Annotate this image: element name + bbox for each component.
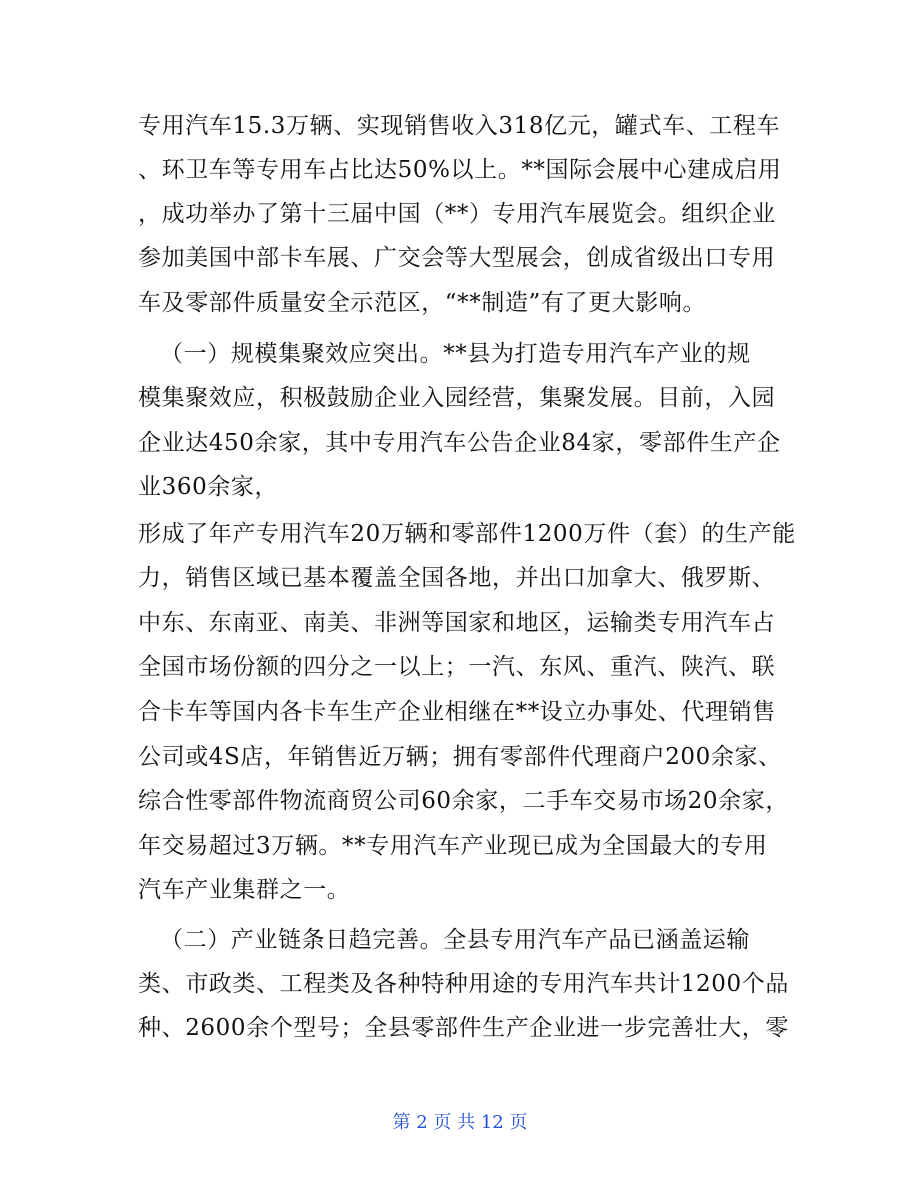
text-line-14: 合卡车等国内各卡车生产企业相继在**设立办事处、代理销售 xyxy=(138,699,776,725)
text-line-20: 类、市政类、工程类及各种特种用途的专用汽车共计1200个品 xyxy=(138,971,789,997)
paragraph-1-heading-line: （一）规模集聚效应突出。**县为打造专用汽车产业的规 xyxy=(160,341,751,367)
text-line-10: 形成了年产专用汽车20万辆和零部件1200万件（套）的生产能 xyxy=(138,521,796,547)
text-line-5: 车及零部件质量安全示范区，“**制造”有了更大影响。 xyxy=(138,290,707,316)
text-line-12: 中东、东南亚、南美、非洲等国家和地区，运输类专用汽车占 xyxy=(138,610,776,636)
text-line-8: 企业达450余家，其中专用汽车公告企业84家，零部件生产企 xyxy=(138,430,781,456)
text-line-18: 汽车产业集群之一。 xyxy=(138,877,351,903)
text-line-17: 年交易超过3万辆。**专用汽车产业现已成为全国最大的专用 xyxy=(138,833,768,859)
text-line-2: 、环卫车等专用车占比达50%以上。**国际会展中心建成启用 xyxy=(138,157,782,183)
text-line-4: 参加美国中部卡车展、广交会等大型展会，创成省级出口专用 xyxy=(138,245,776,271)
text-line-3: ，成功举办了第十三届中国（**）专用汽车展览会。组织企业 xyxy=(138,201,776,227)
text-line-13: 全国市场份额的四分之一以上；一汽、东风、重汽、陕汽、联 xyxy=(138,654,776,680)
text-line-11: 力，销售区域已基本覆盖全国各地，并出口加拿大、俄罗斯、 xyxy=(138,565,776,591)
text-line-21: 种、2600余个型号；全县零部件生产企业进一步完善壮大，零 xyxy=(138,1015,789,1041)
text-line-1: 专用汽车15.3万辆、实现销售收入318亿元，罐式车、工程车 xyxy=(138,113,781,139)
text-line-7: 模集聚效应，积极鼓励企业入园经营，集聚发展。目前，入园 xyxy=(138,385,776,411)
text-line-15: 公司或4S店，年销售近万辆；拥有零部件代理商户200余家、 xyxy=(138,744,782,770)
text-line-16: 综合性零部件物流商贸公司60余家，二手车交易市场20余家， xyxy=(138,788,789,814)
text-line-9: 业360余家， xyxy=(138,474,279,500)
paragraph-2-heading-line: （二）产业链条日趋完善。全县专用汽车产品已涵盖运输 xyxy=(160,927,750,953)
page-number-footer: 第 2 页 共 12 页 xyxy=(392,1112,528,1133)
